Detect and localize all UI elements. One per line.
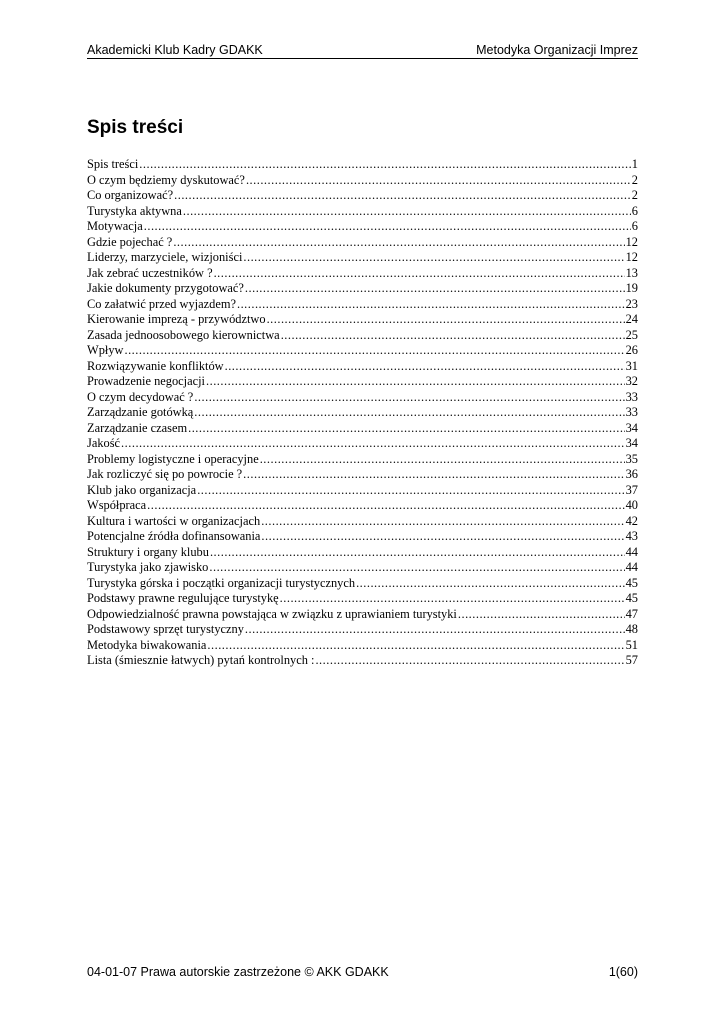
- toc-entry-label: Co załatwić przed wyjazdem?: [87, 296, 236, 311]
- toc-entry[interactable]: [87, 157, 638, 173]
- toc-entry-page: 12: [625, 250, 638, 264]
- toc-entry-page: 48: [625, 622, 638, 636]
- toc-entry-label: Turystyka jako zjawisko: [87, 560, 209, 574]
- toc-leader-dots: [245, 281, 625, 297]
- toc-entry[interactable]: [87, 173, 638, 189]
- toc-entry-label: Problemy logistyczne i operacyjne: [87, 451, 259, 466]
- toc-entry[interactable]: [87, 359, 638, 375]
- toc-entry-page: 2: [631, 188, 638, 202]
- toc-entry[interactable]: [87, 622, 638, 638]
- toc-entry-label: Spis treści: [87, 157, 139, 171]
- toc-entry-label: O czym decydować ?: [87, 389, 194, 404]
- toc-leader-dots: [261, 529, 624, 545]
- toc-entry[interactable]: [87, 653, 638, 669]
- toc-entry[interactable]: [87, 483, 638, 499]
- toc-entry-label: Turystyka górska i początki organizacji turystycznych: [87, 575, 356, 590]
- toc-title: Spis treści: [87, 117, 184, 138]
- toc-leader-dots: [124, 343, 624, 359]
- toc-entry[interactable]: [87, 405, 638, 421]
- toc-leader-dots: [144, 219, 631, 235]
- toc-entry[interactable]: [87, 297, 638, 313]
- toc-entry-page: 34: [625, 436, 638, 450]
- toc-entry-page: 45: [625, 575, 638, 590]
- toc-entry-page: 19: [625, 281, 638, 295]
- toc-entry[interactable]: [87, 235, 638, 251]
- toc-entry-page: 45: [625, 591, 638, 605]
- toc-entry-label: Lista (śmiesznie łatwych) pytań kontrolnych :: [87, 653, 315, 667]
- toc-entry-label: Podstawy prawne regulujące turystykę: [87, 591, 279, 605]
- toc-entry[interactable]: [87, 452, 638, 468]
- toc-entry[interactable]: [87, 281, 638, 297]
- toc-entry-page: 6: [631, 219, 638, 233]
- header-document-title: Metodyka Organizacji Imprez: [476, 43, 638, 57]
- toc-entry-label: Co organizować?: [87, 188, 174, 202]
- toc-leader-dots: [243, 250, 624, 266]
- toc-entry-label: Turystyka aktywna: [87, 203, 182, 218]
- toc-entry-page: 47: [625, 606, 638, 621]
- toc-entry[interactable]: [87, 188, 638, 204]
- toc-entry-page: 25: [625, 327, 638, 342]
- page-header: [87, 43, 638, 59]
- toc-leader-dots: [267, 312, 625, 328]
- toc-leader-dots: [243, 467, 624, 483]
- toc-entry-label: Metodyka biwakowania: [87, 637, 207, 652]
- toc-leader-dots: [246, 173, 631, 189]
- toc-entry-label: Liderzy, marzyciele, wizjoniści: [87, 250, 243, 264]
- toc-entry-label: Potencjalne źródła dofinansowania: [87, 529, 261, 543]
- toc-entry-label: Klub jako organizacja: [87, 482, 197, 497]
- toc-entry[interactable]: [87, 514, 638, 530]
- toc-entry-page: 23: [625, 296, 638, 311]
- toc-entry-label: Jakość: [87, 436, 121, 450]
- toc-entry-label: Jakie dokumenty przygotować?: [87, 281, 244, 295]
- toc-leader-dots: [173, 235, 624, 251]
- toc-entry[interactable]: [87, 576, 638, 592]
- toc-entry[interactable]: [87, 328, 638, 344]
- toc-entry-page: 6: [631, 203, 638, 218]
- toc-leader-dots: [245, 622, 625, 638]
- toc-entry-label: Wpływ: [87, 343, 124, 357]
- toc-entry-page: 40: [625, 498, 638, 512]
- toc-entry[interactable]: [87, 219, 638, 235]
- toc-entry-page: 31: [625, 358, 638, 373]
- toc-entry[interactable]: [87, 591, 638, 607]
- toc-leader-dots: [147, 498, 624, 514]
- toc-entry-page: 33: [625, 389, 638, 404]
- toc-leader-dots: [174, 188, 631, 204]
- toc-leader-dots: [458, 607, 625, 623]
- toc-leader-dots: [225, 359, 625, 375]
- toc-entry-page: 43: [625, 529, 638, 543]
- toc-entry[interactable]: [87, 204, 638, 220]
- page-footer: [87, 965, 638, 981]
- toc-entry[interactable]: [87, 312, 638, 328]
- toc-entry-page: 44: [625, 560, 638, 574]
- toc-entry-page: 2: [631, 172, 638, 187]
- toc-entry[interactable]: [87, 498, 638, 514]
- toc-leader-dots: [261, 514, 624, 530]
- toc-entry-page: 35: [625, 451, 638, 466]
- toc-leader-dots: [281, 328, 625, 344]
- toc-leader-dots: [207, 638, 624, 654]
- toc-entry-page: 12: [625, 234, 638, 249]
- footer-page-number: 1(60): [608, 965, 638, 979]
- toc-entry[interactable]: [87, 638, 638, 654]
- toc-entry[interactable]: [87, 374, 638, 390]
- toc-leader-dots: [121, 436, 625, 452]
- toc-entry[interactable]: [87, 607, 638, 623]
- toc-entry-page: 33: [625, 405, 638, 419]
- toc-entry-label: Motywacja: [87, 219, 143, 233]
- toc-entry[interactable]: [87, 250, 638, 266]
- toc-entry-label: Odpowiedzialność prawna powstająca w związku z uprawianiem turystyki: [87, 606, 457, 621]
- header-organization: Akademicki Klub Kadry GDAKK: [87, 43, 263, 57]
- toc-entry-label: Jak zebrać uczestników ?: [87, 265, 213, 280]
- toc-entry[interactable]: [87, 266, 638, 282]
- toc-entry-page: 24: [625, 312, 638, 326]
- toc-entry-label: Gdzie pojechać ?: [87, 234, 173, 249]
- toc-entry-page: 1: [631, 157, 638, 171]
- toc-entry-label: Kultura i wartości w organizacjach: [87, 513, 261, 528]
- toc-leader-dots: [315, 653, 624, 669]
- toc-leader-dots: [197, 483, 624, 499]
- toc-leader-dots: [194, 390, 624, 406]
- toc-entry-label: O czym będziemy dyskutować?: [87, 172, 245, 187]
- toc-leader-dots: [356, 576, 625, 592]
- toc-entry[interactable]: [87, 421, 638, 437]
- toc-entry-page: 51: [625, 637, 638, 652]
- toc-entry-page: 26: [625, 343, 638, 357]
- toc-entry-label: Podstawowy sprzęt turystyczny: [87, 622, 244, 636]
- toc-entry-label: Jak rozliczyć się po powrocie ?: [87, 467, 243, 481]
- toc-entry-page: 37: [625, 482, 638, 497]
- toc-entry[interactable]: [87, 390, 638, 406]
- toc-leader-dots: [210, 545, 625, 561]
- toc-entry-label: Zarządzanie gotówką: [87, 405, 194, 419]
- toc-leader-dots: [139, 157, 631, 173]
- toc-entry-page: 32: [625, 374, 638, 388]
- toc-entry-label: Rozwiązywanie konfliktów: [87, 358, 224, 373]
- toc-leader-dots: [194, 405, 624, 421]
- toc-entry-label: Zarządzanie czasem: [87, 420, 188, 435]
- toc-entry[interactable]: [87, 343, 638, 359]
- toc-entry[interactable]: [87, 529, 638, 545]
- toc-entry-label: Współpraca: [87, 498, 147, 512]
- toc-leader-dots: [209, 560, 624, 576]
- toc-entry-label: Kierowanie imprezą - przywództwo: [87, 312, 266, 326]
- table-of-contents: [87, 157, 638, 669]
- toc-entry-page: 44: [625, 544, 638, 559]
- toc-entry-page: 36: [625, 467, 638, 481]
- toc-leader-dots: [188, 421, 625, 437]
- toc-entry-label: Zasada jednoosobowego kierownictwa: [87, 327, 280, 342]
- toc-leader-dots: [183, 204, 631, 220]
- footer-copyright: 04-01-07 Prawa autorskie zastrzeżone © AKK GDAKK: [87, 965, 389, 979]
- toc-entry-label: Prowadzenie negocjacji: [87, 374, 206, 388]
- toc-leader-dots: [280, 591, 625, 607]
- toc-entry-page: 42: [625, 513, 638, 528]
- toc-entry[interactable]: [87, 467, 638, 483]
- toc-entry[interactable]: [87, 436, 638, 452]
- toc-leader-dots: [206, 374, 625, 390]
- toc-leader-dots: [214, 266, 625, 282]
- toc-entry-page: 13: [625, 265, 638, 280]
- toc-entry[interactable]: [87, 560, 638, 576]
- toc-entry[interactable]: [87, 545, 638, 561]
- toc-entry-label: Struktury i organy klubu: [87, 544, 209, 559]
- toc-entry-page: 34: [625, 420, 638, 435]
- toc-entry-page: 57: [625, 653, 638, 667]
- toc-leader-dots: [260, 452, 625, 468]
- toc-leader-dots: [237, 297, 625, 313]
